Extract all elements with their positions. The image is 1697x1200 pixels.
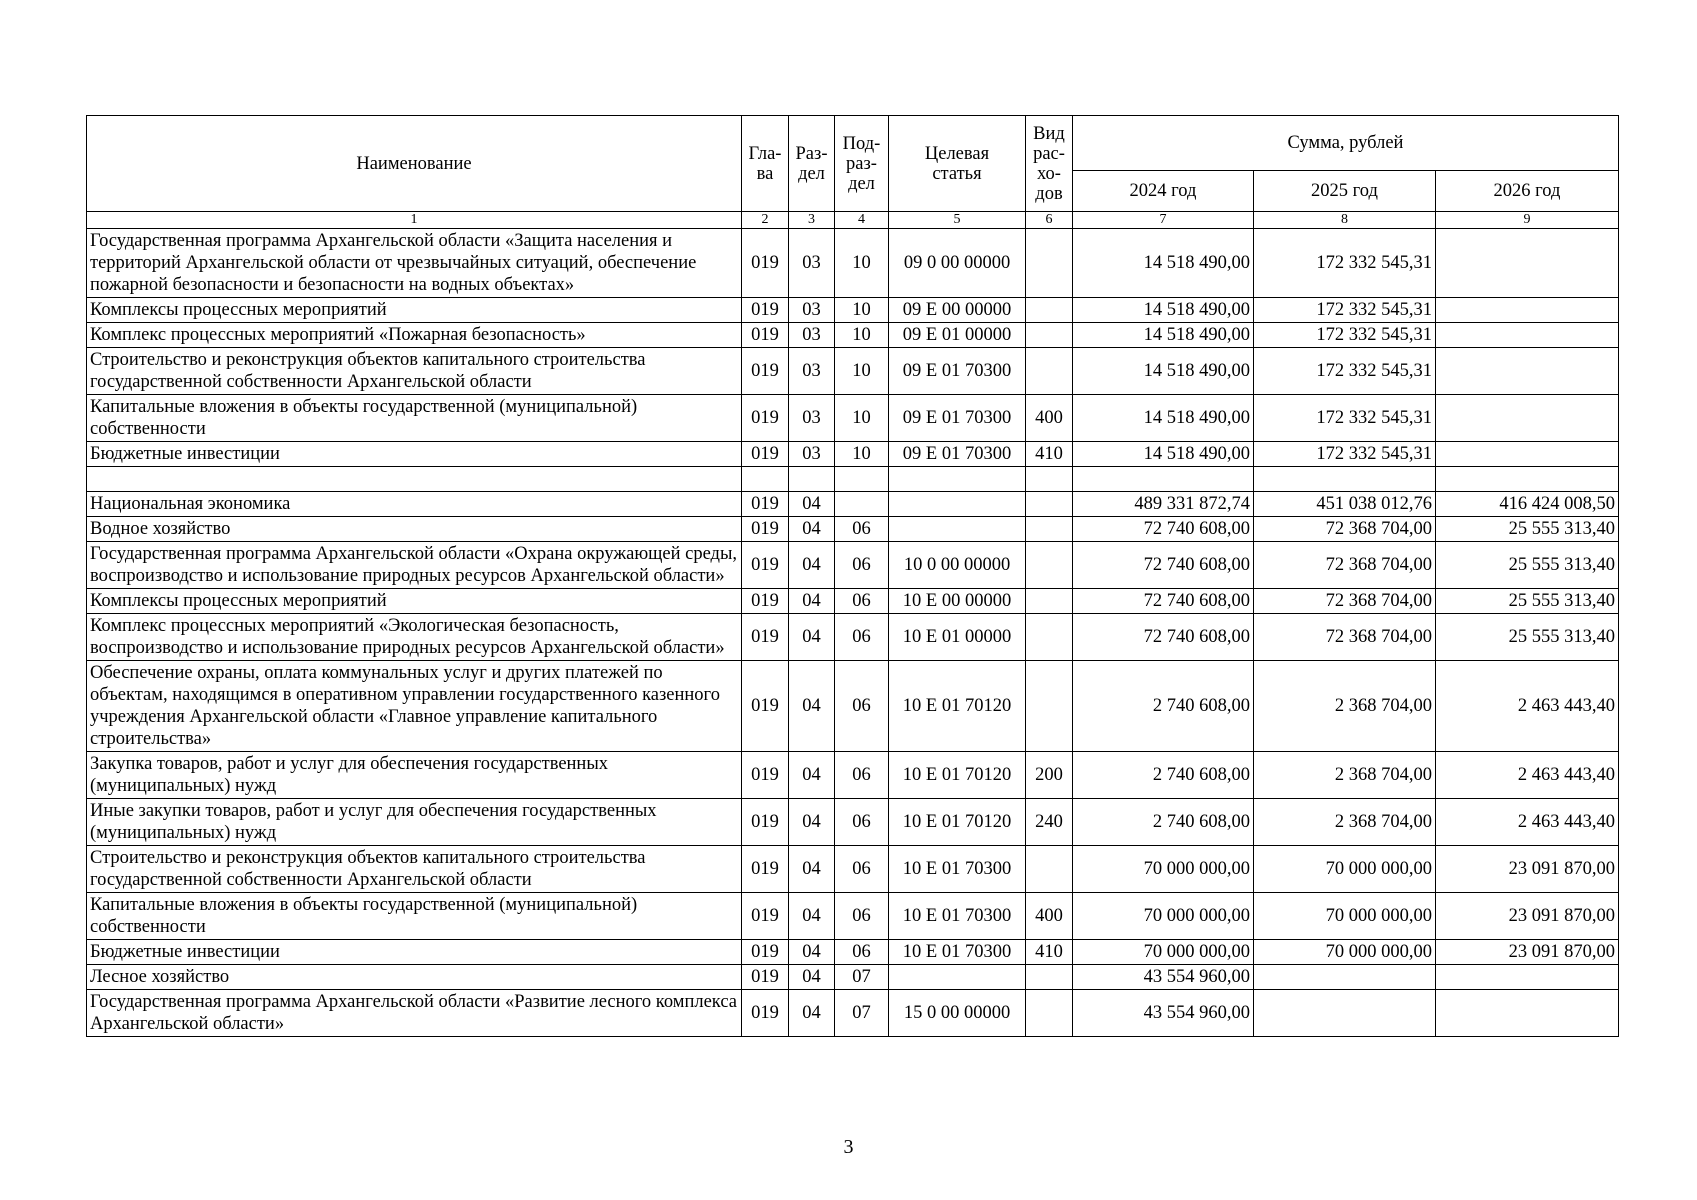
table-row (87, 965, 1619, 990)
cell-celevaya-statya (889, 492, 1026, 517)
cell-sum-2026: 23 091 870,00 (1436, 893, 1619, 940)
cell-vid-rashodov (1026, 990, 1073, 1037)
cell-name: Бюджетные инвестиции (87, 940, 742, 965)
header-razdel: Раз- дел (789, 116, 835, 212)
cell-podrazdel: 06 (835, 589, 889, 614)
cell-razdel: 04 (789, 846, 835, 893)
table-row (87, 442, 1619, 467)
cell-vid-rashodov: 240 (1026, 799, 1073, 846)
cell-sum-2025 (1254, 990, 1436, 1037)
cell-razdel: 04 (789, 893, 835, 940)
cell-name: Лесное хозяйство (87, 965, 742, 990)
cell-sum-2024: 43 554 960,00 (1073, 990, 1254, 1037)
cell-sum-2024: 14 518 490,00 (1073, 323, 1254, 348)
cell-sum-2025: 72 368 704,00 (1254, 614, 1436, 661)
cell-sum-2025: 2 368 704,00 (1254, 752, 1436, 799)
cell-sum-2026 (1436, 298, 1619, 323)
cell-celevaya-statya: 10 Е 01 70300 (889, 846, 1026, 893)
cell-name: Строительство и реконструкция объектов капитального строительства государственной собственности Архангельской области (87, 348, 742, 395)
cell-name: Комплексы процессных мероприятий (87, 589, 742, 614)
cell-sum-2024: 14 518 490,00 (1073, 442, 1254, 467)
cell-glava (742, 467, 789, 492)
cell-vid-rashodov (1026, 614, 1073, 661)
header-2026: 2026 год (1436, 171, 1619, 212)
cell-celevaya-statya: 10 Е 01 70120 (889, 661, 1026, 752)
table-row (87, 661, 1619, 752)
cell-razdel: 04 (789, 799, 835, 846)
cell-name: Государственная программа Архангельской области «Охрана окружающей среды, воспроизводство и использование природных ресурсов Архангельской области» (87, 542, 742, 589)
cell-celevaya-statya: 10 Е 00 00000 (889, 589, 1026, 614)
cell-name: Обеспечение охраны, оплата коммунальных услуг и других платежей по объектам, находящимся в оперативном управлении государственного казенного учреждения Архангельской области «Главное управление капитального строительства» (87, 661, 742, 752)
cell-sum-2025 (1254, 965, 1436, 990)
cell-podrazdel: 10 (835, 298, 889, 323)
cell-sum-2026: 25 555 313,40 (1436, 542, 1619, 589)
cell-celevaya-statya: 09 Е 01 70300 (889, 442, 1026, 467)
cell-sum-2024: 72 740 608,00 (1073, 614, 1254, 661)
cell-name: Строительство и реконструкция объектов капитального строительства государственной собственности Архангельской области (87, 846, 742, 893)
cell-celevaya-statya: 10 Е 01 70120 (889, 799, 1026, 846)
table-body (87, 229, 1619, 1037)
cell-sum-2026 (1436, 467, 1619, 492)
cell-sum-2024: 2 740 608,00 (1073, 661, 1254, 752)
table-row (87, 517, 1619, 542)
cell-sum-2026 (1436, 229, 1619, 298)
cell-name: Бюджетные инвестиции (87, 442, 742, 467)
cell-sum-2024: 70 000 000,00 (1073, 940, 1254, 965)
cell-sum-2024: 2 740 608,00 (1073, 799, 1254, 846)
cell-glava: 019 (742, 965, 789, 990)
cell-sum-2025: 72 368 704,00 (1254, 589, 1436, 614)
cell-sum-2026: 2 463 443,40 (1436, 799, 1619, 846)
cell-name: Комплекс процессных мероприятий «Пожарная безопасность» (87, 323, 742, 348)
cell-podrazdel: 06 (835, 940, 889, 965)
cell-podrazdel: 06 (835, 799, 889, 846)
cell-sum-2024: 14 518 490,00 (1073, 395, 1254, 442)
cell-sum-2025: 70 000 000,00 (1254, 893, 1436, 940)
cell-glava: 019 (742, 614, 789, 661)
cell-podrazdel (835, 467, 889, 492)
cell-sum-2024: 70 000 000,00 (1073, 846, 1254, 893)
cell-sum-2024: 14 518 490,00 (1073, 348, 1254, 395)
table-row (87, 467, 1619, 492)
table-row (87, 348, 1619, 395)
header-name: Наименование (87, 116, 742, 212)
cell-sum-2026: 2 463 443,40 (1436, 661, 1619, 752)
cell-podrazdel (835, 492, 889, 517)
cell-vid-rashodov (1026, 517, 1073, 542)
table-row (87, 846, 1619, 893)
cell-sum-2026: 25 555 313,40 (1436, 614, 1619, 661)
cell-name: Национальная экономика (87, 492, 742, 517)
table-row (87, 614, 1619, 661)
cell-razdel: 04 (789, 940, 835, 965)
cell-vid-rashodov (1026, 323, 1073, 348)
cell-vid-rashodov (1026, 298, 1073, 323)
cell-vid-rashodov (1026, 846, 1073, 893)
cell-glava: 019 (742, 990, 789, 1037)
cell-sum-2026: 416 424 008,50 (1436, 492, 1619, 517)
table-row (87, 542, 1619, 589)
cell-name: Государственная программа Архангельской области «Защита населения и территорий Архангельской области от чрезвычайных ситуаций, обеспечение пожарной безопасности и безопасности на водных объектах» (87, 229, 742, 298)
cell-podrazdel: 07 (835, 990, 889, 1037)
cell-sum-2024: 72 740 608,00 (1073, 589, 1254, 614)
cell-podrazdel: 10 (835, 323, 889, 348)
cell-sum-2025: 2 368 704,00 (1254, 661, 1436, 752)
cell-sum-2025: 70 000 000,00 (1254, 846, 1436, 893)
cell-vid-rashodov (1026, 467, 1073, 492)
cell-razdel: 04 (789, 661, 835, 752)
cell-podrazdel: 06 (835, 846, 889, 893)
cell-celevaya-statya: 09 Е 01 70300 (889, 395, 1026, 442)
cell-vid-rashodov (1026, 492, 1073, 517)
column-number: 1 (87, 212, 742, 229)
header-2025: 2025 год (1254, 171, 1436, 212)
cell-name: Иные закупки товаров, работ и услуг для обеспечения государственных (муниципальных) нужд (87, 799, 742, 846)
cell-sum-2026: 25 555 313,40 (1436, 589, 1619, 614)
cell-vid-rashodov (1026, 229, 1073, 298)
column-number: 8 (1254, 212, 1436, 229)
cell-glava: 019 (742, 492, 789, 517)
cell-glava: 019 (742, 442, 789, 467)
cell-podrazdel: 06 (835, 752, 889, 799)
cell-celevaya-statya: 10 0 00 00000 (889, 542, 1026, 589)
cell-vid-rashodov (1026, 348, 1073, 395)
cell-vid-rashodov: 200 (1026, 752, 1073, 799)
cell-podrazdel: 06 (835, 542, 889, 589)
cell-sum-2024: 72 740 608,00 (1073, 542, 1254, 589)
cell-razdel: 04 (789, 589, 835, 614)
table-row (87, 990, 1619, 1037)
cell-name: Комплексы процессных мероприятий (87, 298, 742, 323)
table-row (87, 492, 1619, 517)
header-glava: Гла- ва (742, 116, 789, 212)
cell-sum-2026 (1436, 323, 1619, 348)
cell-celevaya-statya: 10 Е 01 70300 (889, 893, 1026, 940)
cell-glava: 019 (742, 348, 789, 395)
cell-sum-2025: 2 368 704,00 (1254, 799, 1436, 846)
cell-podrazdel: 10 (835, 348, 889, 395)
page-number: 3 (843, 1136, 854, 1158)
cell-glava: 019 (742, 752, 789, 799)
table-row (87, 589, 1619, 614)
cell-glava: 019 (742, 940, 789, 965)
cell-sum-2026 (1436, 348, 1619, 395)
cell-sum-2026: 23 091 870,00 (1436, 940, 1619, 965)
table-row (87, 799, 1619, 846)
cell-razdel: 03 (789, 395, 835, 442)
cell-sum-2026 (1436, 990, 1619, 1037)
cell-name (87, 467, 742, 492)
cell-name: Капитальные вложения в объекты государственной (муниципальной) собственности (87, 893, 742, 940)
cell-podrazdel: 07 (835, 965, 889, 990)
column-number: 7 (1073, 212, 1254, 229)
cell-sum-2025: 70 000 000,00 (1254, 940, 1436, 965)
cell-razdel (789, 467, 835, 492)
cell-vid-rashodov (1026, 965, 1073, 990)
cell-glava: 019 (742, 893, 789, 940)
cell-glava: 019 (742, 799, 789, 846)
cell-sum-2026: 25 555 313,40 (1436, 517, 1619, 542)
cell-glava: 019 (742, 395, 789, 442)
cell-celevaya-statya: 09 Е 01 00000 (889, 323, 1026, 348)
cell-sum-2025: 451 038 012,76 (1254, 492, 1436, 517)
cell-sum-2026 (1436, 965, 1619, 990)
budget-table (86, 115, 1619, 1037)
cell-podrazdel: 06 (835, 614, 889, 661)
cell-celevaya-statya (889, 965, 1026, 990)
header-vid-rashodov: Вид рас- хо- дов (1026, 116, 1073, 212)
cell-podrazdel: 10 (835, 229, 889, 298)
cell-razdel: 03 (789, 229, 835, 298)
cell-sum-2025 (1254, 467, 1436, 492)
cell-glava: 019 (742, 229, 789, 298)
cell-celevaya-statya: 15 0 00 00000 (889, 990, 1026, 1037)
cell-sum-2025: 172 332 545,31 (1254, 298, 1436, 323)
header-2024: 2024 год (1073, 171, 1254, 212)
table-row (87, 323, 1619, 348)
cell-sum-2025: 172 332 545,31 (1254, 395, 1436, 442)
cell-razdel: 04 (789, 752, 835, 799)
cell-glava: 019 (742, 589, 789, 614)
cell-razdel: 03 (789, 442, 835, 467)
table-row (87, 893, 1619, 940)
cell-glava: 019 (742, 517, 789, 542)
cell-razdel: 03 (789, 348, 835, 395)
cell-podrazdel: 06 (835, 661, 889, 752)
header-podrazdel: Под- раз- дел (835, 116, 889, 212)
cell-sum-2025: 172 332 545,31 (1254, 323, 1436, 348)
cell-razdel: 04 (789, 517, 835, 542)
cell-sum-2024: 14 518 490,00 (1073, 298, 1254, 323)
header-summa: Сумма, рублей (1073, 116, 1619, 171)
cell-glava: 019 (742, 298, 789, 323)
column-number: 5 (889, 212, 1026, 229)
column-number: 3 (789, 212, 835, 229)
cell-sum-2024: 70 000 000,00 (1073, 893, 1254, 940)
cell-sum-2025: 72 368 704,00 (1254, 517, 1436, 542)
column-number: 9 (1436, 212, 1619, 229)
cell-podrazdel: 10 (835, 442, 889, 467)
table-row (87, 752, 1619, 799)
cell-vid-rashodov: 400 (1026, 893, 1073, 940)
cell-razdel: 03 (789, 323, 835, 348)
cell-razdel: 04 (789, 990, 835, 1037)
cell-sum-2024: 43 554 960,00 (1073, 965, 1254, 990)
cell-vid-rashodov: 410 (1026, 940, 1073, 965)
cell-celevaya-statya: 10 Е 01 00000 (889, 614, 1026, 661)
cell-razdel: 04 (789, 965, 835, 990)
cell-name: Государственная программа Архангельской области «Развитие лесного комплекса Архангельской области» (87, 990, 742, 1037)
cell-podrazdel: 10 (835, 395, 889, 442)
cell-glava: 019 (742, 323, 789, 348)
cell-glava: 019 (742, 661, 789, 752)
cell-sum-2024: 2 740 608,00 (1073, 752, 1254, 799)
table-row (87, 229, 1619, 298)
header-celevaya-statya: Целевая статья (889, 116, 1026, 212)
cell-sum-2026: 2 463 443,40 (1436, 752, 1619, 799)
cell-razdel: 04 (789, 614, 835, 661)
cell-podrazdel: 06 (835, 517, 889, 542)
cell-sum-2026: 23 091 870,00 (1436, 846, 1619, 893)
cell-vid-rashodov: 410 (1026, 442, 1073, 467)
cell-razdel: 03 (789, 298, 835, 323)
column-number: 6 (1026, 212, 1073, 229)
cell-sum-2024: 489 331 872,74 (1073, 492, 1254, 517)
cell-sum-2025: 172 332 545,31 (1254, 442, 1436, 467)
column-number: 4 (835, 212, 889, 229)
cell-glava: 019 (742, 542, 789, 589)
cell-podrazdel: 06 (835, 893, 889, 940)
cell-sum-2026 (1436, 442, 1619, 467)
cell-name: Комплекс процессных мероприятий «Экологическая безопасность, воспроизводство и использование природных ресурсов Архангельской области» (87, 614, 742, 661)
column-number: 2 (742, 212, 789, 229)
cell-sum-2025: 172 332 545,31 (1254, 348, 1436, 395)
cell-vid-rashodov: 400 (1026, 395, 1073, 442)
cell-name: Закупка товаров, работ и услуг для обеспечения государственных (муниципальных) нужд (87, 752, 742, 799)
table-row (87, 395, 1619, 442)
cell-sum-2025: 172 332 545,31 (1254, 229, 1436, 298)
cell-razdel: 04 (789, 492, 835, 517)
cell-name: Капитальные вложения в объекты государственной (муниципальной) собственности (87, 395, 742, 442)
cell-razdel: 04 (789, 542, 835, 589)
cell-vid-rashodov (1026, 589, 1073, 614)
table-row (87, 940, 1619, 965)
cell-vid-rashodov (1026, 661, 1073, 752)
cell-sum-2025: 72 368 704,00 (1254, 542, 1436, 589)
cell-vid-rashodov (1026, 542, 1073, 589)
table-row (87, 298, 1619, 323)
cell-celevaya-statya: 09 0 00 00000 (889, 229, 1026, 298)
cell-celevaya-statya: 10 Е 01 70120 (889, 752, 1026, 799)
column-numbers-row (87, 212, 1619, 229)
cell-celevaya-statya: 10 Е 01 70300 (889, 940, 1026, 965)
cell-sum-2024 (1073, 467, 1254, 492)
cell-celevaya-statya: 09 Е 00 00000 (889, 298, 1026, 323)
cell-celevaya-statya (889, 467, 1026, 492)
cell-celevaya-statya (889, 517, 1026, 542)
cell-glava: 019 (742, 846, 789, 893)
cell-sum-2024: 72 740 608,00 (1073, 517, 1254, 542)
cell-sum-2024: 14 518 490,00 (1073, 229, 1254, 298)
cell-name: Водное хозяйство (87, 517, 742, 542)
cell-celevaya-statya: 09 Е 01 70300 (889, 348, 1026, 395)
cell-sum-2026 (1436, 395, 1619, 442)
